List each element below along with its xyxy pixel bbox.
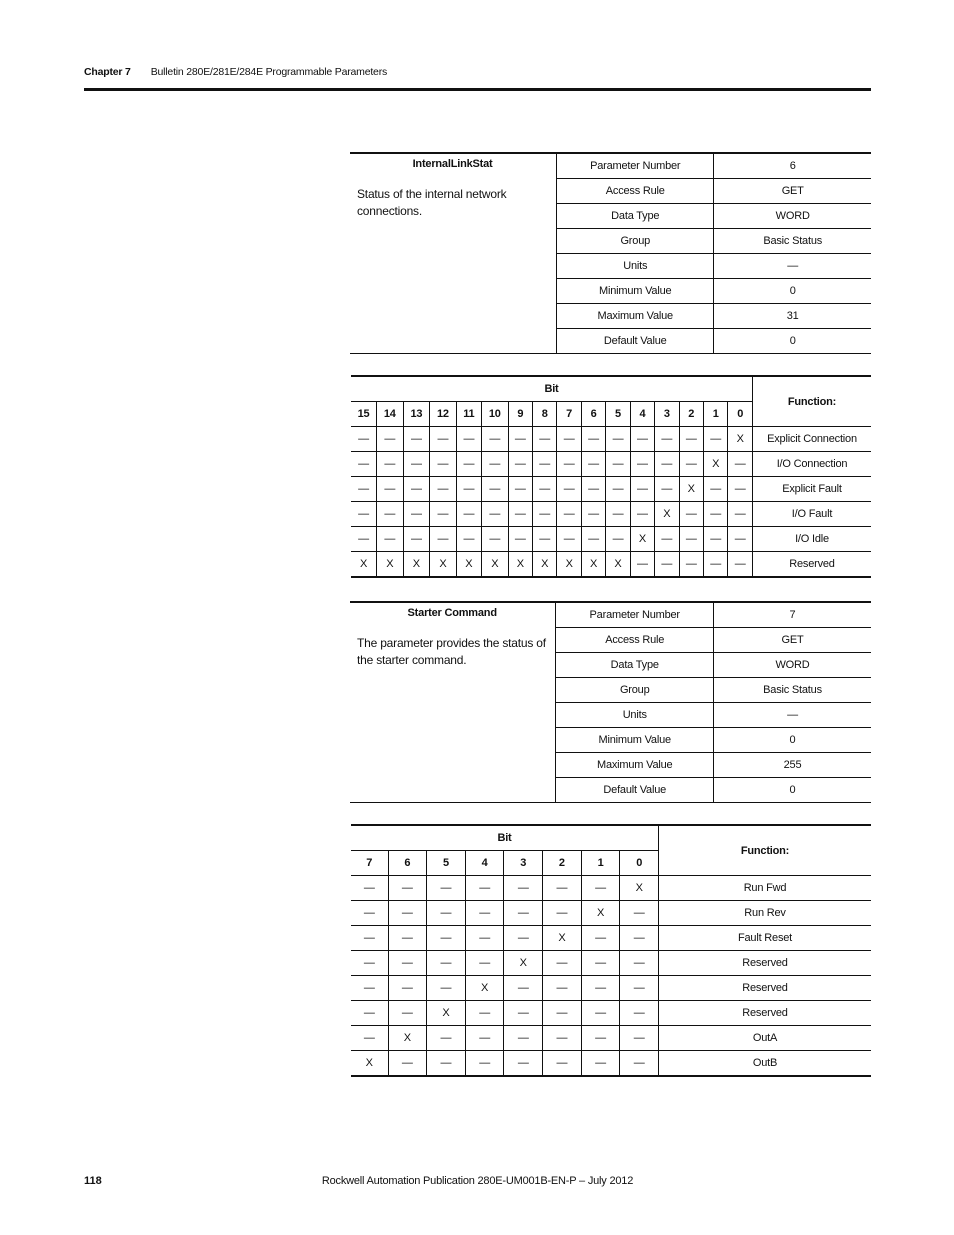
bit-header-row	[351, 825, 871, 851]
bit-cell: —	[351, 527, 377, 552]
bit-cell: —	[543, 901, 582, 926]
bit-cell: —	[482, 427, 509, 452]
bit-function: Explicit Fault	[753, 477, 872, 502]
bit-cell: —	[533, 427, 557, 452]
bit-cell: —	[581, 1026, 620, 1051]
bit-number: 14	[377, 402, 404, 427]
bit-cell: —	[351, 876, 388, 901]
bit-cell: —	[620, 1051, 659, 1077]
bit-cell: —	[630, 452, 654, 477]
bit-cell: —	[427, 926, 466, 951]
bit-row	[351, 1051, 871, 1077]
param-value: —	[714, 703, 871, 728]
bit-cell: X	[456, 552, 481, 578]
bit-cell: —	[508, 477, 532, 502]
bit-cell: X	[351, 552, 377, 578]
bit-cell: X	[430, 552, 457, 578]
bit-row	[351, 1026, 871, 1051]
param-value: 31	[714, 304, 871, 329]
bit-cell: —	[504, 901, 543, 926]
param-label: Default Value	[557, 329, 714, 354]
bit-cell: —	[351, 502, 377, 527]
bit-cell: —	[403, 502, 430, 527]
bit-cell: —	[508, 502, 532, 527]
bit-cell: —	[482, 477, 509, 502]
bit-cell: —	[630, 477, 654, 502]
bit-cell: —	[728, 452, 753, 477]
bit-cell: —	[430, 502, 457, 527]
bit-cell: X	[482, 552, 509, 578]
bit-cell: —	[482, 452, 509, 477]
bit-cell: X	[388, 1026, 427, 1051]
bit-cell: —	[482, 502, 509, 527]
bit-cell: —	[465, 1051, 504, 1077]
bit-cell: —	[581, 502, 605, 527]
param-label: Access Rule	[557, 179, 714, 204]
bit-number: 6	[581, 402, 605, 427]
bit-cell: —	[351, 427, 377, 452]
bit-cell: —	[377, 527, 404, 552]
bit-cell: —	[533, 477, 557, 502]
param-label: Parameter Number	[556, 602, 714, 628]
param-value: Basic Status	[714, 229, 871, 254]
bit-cell: —	[465, 876, 504, 901]
bit-number: 9	[508, 402, 532, 427]
bit-cell: —	[620, 1001, 659, 1026]
bit-row	[351, 876, 871, 901]
bit-number: 4	[630, 402, 654, 427]
bit-number: 11	[456, 402, 481, 427]
bit-cell: —	[606, 502, 630, 527]
param-label: Data Type	[556, 653, 714, 678]
bit-cell: —	[430, 427, 457, 452]
bit-cell: —	[427, 876, 466, 901]
bit-cell: X	[533, 552, 557, 578]
bit-cell: —	[377, 477, 404, 502]
bit-function: Reserved	[659, 1001, 872, 1026]
bit-number: 7	[557, 402, 581, 427]
bit-cell: —	[557, 527, 581, 552]
function-header: Function:	[659, 825, 872, 876]
bit-cell: —	[630, 552, 654, 578]
bit-cell: —	[557, 502, 581, 527]
bit-function: OutB	[752, 1057, 778, 1069]
param-value: 0	[789, 784, 796, 796]
bit-cell: —	[581, 427, 605, 452]
bit-cell: —	[655, 477, 679, 502]
param-name: InternalLinkStat	[412, 158, 493, 170]
bit-cell: —	[543, 976, 582, 1001]
bit-cell: —	[655, 452, 679, 477]
param-value: 0	[789, 335, 796, 347]
bit-cell: X	[377, 552, 404, 578]
param-value: Basic Status	[714, 678, 871, 703]
bit-row	[351, 951, 871, 976]
bit-cell: —	[456, 527, 481, 552]
bit-cell: —	[427, 1026, 466, 1051]
bit-cell: —	[557, 477, 581, 502]
bit-cell: —	[620, 976, 659, 1001]
bit-number: 6	[388, 851, 427, 876]
bit-cell: —	[504, 976, 543, 1001]
bit-cell: —	[606, 427, 630, 452]
bit-cell: —	[728, 552, 753, 578]
bit-cell: —	[388, 901, 427, 926]
bit-cell: —	[508, 452, 532, 477]
bit-cell: X	[655, 502, 679, 527]
bit-cell: —	[430, 527, 457, 552]
bit-cell: X	[557, 552, 581, 578]
bit-cell: —	[543, 1026, 582, 1051]
bit-cell: —	[403, 427, 430, 452]
bit-cell: —	[728, 502, 753, 527]
bit-table-internal-link-stat	[351, 375, 871, 578]
bit-cell: —	[581, 976, 620, 1001]
header-title: Bulletin 280E/281E/284E Programmable Parameters	[150, 66, 388, 78]
bit-cell: —	[703, 427, 727, 452]
bit-cell: —	[456, 427, 481, 452]
param-row	[350, 602, 871, 628]
bit-table-starter-command	[351, 824, 871, 1077]
bit-cell: —	[679, 552, 703, 578]
bit-number: 10	[482, 402, 509, 427]
bit-cell: —	[456, 452, 481, 477]
bit-cell: X	[508, 552, 532, 578]
bit-cell: —	[427, 951, 466, 976]
bit-header: Bit	[351, 376, 753, 402]
param-value: 255	[714, 753, 871, 778]
param-value: GET	[714, 628, 871, 653]
bit-cell: —	[543, 951, 582, 976]
bit-cell: —	[543, 1051, 582, 1077]
bit-cell: —	[679, 527, 703, 552]
bit-cell: —	[504, 1001, 543, 1026]
bit-cell: —	[388, 876, 427, 901]
bit-function: I/O Fault	[753, 502, 872, 527]
bit-cell: —	[533, 452, 557, 477]
bit-cell: —	[703, 552, 727, 578]
bit-number: 4	[465, 851, 504, 876]
bit-cell: —	[456, 502, 481, 527]
bit-number: 2	[543, 851, 582, 876]
bit-number: 7	[351, 851, 388, 876]
bit-cell: X	[581, 552, 605, 578]
bit-number: 15	[351, 402, 377, 427]
page-number: 118	[84, 1175, 102, 1187]
param-value: —	[714, 254, 871, 279]
bit-cell: —	[465, 901, 504, 926]
bit-cell: —	[508, 427, 532, 452]
bit-number: 3	[504, 851, 543, 876]
param-name: Starter Command	[407, 607, 497, 619]
bit-cell: —	[427, 901, 466, 926]
bit-row	[351, 527, 871, 552]
bit-number: 8	[533, 402, 557, 427]
chapter-label: Chapter 7	[84, 66, 131, 78]
bit-cell: —	[351, 477, 377, 502]
bit-function: Explicit Connection	[753, 427, 872, 452]
param-value: 7	[714, 602, 871, 628]
bit-cell: —	[606, 527, 630, 552]
bit-cell: X	[427, 1001, 466, 1026]
bit-cell: —	[620, 951, 659, 976]
param-label: Group	[556, 678, 714, 703]
bit-cell: —	[377, 452, 404, 477]
param-label: Maximum Value	[557, 304, 714, 329]
param-description-cell	[350, 602, 556, 803]
bit-cell: X	[630, 527, 654, 552]
bit-cell: X	[543, 926, 582, 951]
bit-cell: —	[543, 1001, 582, 1026]
bit-cell: —	[581, 477, 605, 502]
bit-number: 12	[430, 402, 457, 427]
param-value: 6	[714, 153, 871, 179]
bit-header: Bit	[351, 825, 659, 851]
bit-header-row	[351, 376, 871, 402]
bit-cell: —	[581, 1001, 620, 1026]
bit-row	[351, 477, 871, 502]
param-value: WORD	[714, 653, 871, 678]
bit-cell: —	[465, 1026, 504, 1051]
bit-cell: —	[388, 926, 427, 951]
bit-cell: —	[504, 876, 543, 901]
param-value: 0	[714, 728, 871, 753]
bit-cell: —	[679, 452, 703, 477]
bit-function: Run Fwd	[659, 876, 872, 901]
bit-cell: —	[728, 527, 753, 552]
param-label: Maximum Value	[556, 753, 714, 778]
bit-number: 2	[679, 402, 703, 427]
bit-cell: —	[655, 527, 679, 552]
bit-row	[351, 502, 871, 527]
bit-cell: X	[679, 477, 703, 502]
bit-cell: —	[655, 427, 679, 452]
param-label: Default Value	[556, 778, 714, 803]
bit-cell: —	[655, 552, 679, 578]
param-description: The parameter provides the status of the starter command.	[357, 636, 546, 667]
bit-cell: —	[620, 901, 659, 926]
bit-function: Run Rev	[659, 901, 872, 926]
bit-cell: —	[620, 1026, 659, 1051]
bit-function: I/O Idle	[753, 527, 872, 552]
bit-function: Reserved	[659, 976, 872, 1001]
bit-number: 0	[620, 851, 659, 876]
bit-function: Reserved	[659, 951, 872, 976]
bit-cell: —	[606, 477, 630, 502]
bit-cell: —	[403, 452, 430, 477]
param-value: WORD	[714, 204, 871, 229]
bit-cell: —	[630, 502, 654, 527]
bit-cell: —	[581, 876, 620, 901]
bit-cell: —	[533, 527, 557, 552]
bit-cell: —	[504, 1051, 543, 1077]
param-value: 0	[714, 279, 871, 304]
bit-cell: —	[679, 502, 703, 527]
bit-cell: —	[557, 427, 581, 452]
bit-function: I/O Connection	[753, 452, 872, 477]
bit-cell: —	[703, 527, 727, 552]
bit-row	[351, 427, 871, 452]
bit-cell: X	[403, 552, 430, 578]
param-label: Parameter Number	[557, 153, 714, 179]
bit-function: Fault Reset	[659, 926, 872, 951]
bit-cell: X	[351, 1051, 388, 1077]
bit-cell: —	[630, 427, 654, 452]
bit-cell: X	[504, 951, 543, 976]
bit-row	[351, 1001, 871, 1026]
param-label: Units	[556, 703, 714, 728]
bit-cell: X	[465, 976, 504, 1001]
bit-cell: —	[606, 452, 630, 477]
bit-cell: —	[427, 976, 466, 1001]
page-header	[84, 66, 871, 78]
bit-cell: —	[427, 1051, 466, 1077]
bit-cell: —	[388, 951, 427, 976]
function-header: Function:	[753, 376, 872, 427]
bit-cell: X	[703, 452, 727, 477]
bit-cell: —	[351, 1026, 388, 1051]
param-value: GET	[714, 179, 871, 204]
bit-cell: —	[557, 452, 581, 477]
bit-cell: X	[728, 427, 753, 452]
param-table-starter-command	[350, 601, 871, 803]
bit-row	[351, 901, 871, 926]
bit-cell: —	[351, 951, 388, 976]
bit-cell: —	[377, 502, 404, 527]
bit-cell: X	[620, 876, 659, 901]
param-label: Minimum Value	[556, 728, 714, 753]
bit-function: OutA	[659, 1026, 872, 1051]
bit-cell: —	[351, 976, 388, 1001]
bit-number: 3	[655, 402, 679, 427]
bit-cell: —	[504, 926, 543, 951]
bit-cell: —	[543, 876, 582, 901]
bit-cell: —	[703, 502, 727, 527]
bit-cell: —	[581, 951, 620, 976]
bit-cell: —	[430, 452, 457, 477]
param-row	[350, 153, 871, 179]
bit-cell: —	[581, 926, 620, 951]
bit-number: 13	[403, 402, 430, 427]
bit-cell: —	[388, 976, 427, 1001]
bit-cell: —	[465, 951, 504, 976]
bit-number: 5	[606, 402, 630, 427]
bit-cell: —	[456, 477, 481, 502]
bit-cell: X	[581, 901, 620, 926]
bit-number: 0	[728, 402, 753, 427]
bit-cell: X	[606, 552, 630, 578]
bit-cell: —	[620, 926, 659, 951]
bit-cell: —	[482, 527, 509, 552]
bit-cell: —	[465, 1001, 504, 1026]
bit-cell: —	[504, 1026, 543, 1051]
param-table-internal-link-stat	[350, 152, 871, 354]
param-label: Data Type	[557, 204, 714, 229]
bit-row	[351, 452, 871, 477]
bit-cell: —	[351, 926, 388, 951]
bit-cell: —	[403, 477, 430, 502]
bit-number: 1	[703, 402, 727, 427]
bit-row	[351, 926, 871, 951]
header-rule	[84, 88, 871, 91]
bit-cell: —	[581, 527, 605, 552]
publication-info: Rockwell Automation Publication 280E-UM001B-EN-P – July 2012	[321, 1175, 634, 1187]
bit-cell: —	[679, 427, 703, 452]
bit-cell: —	[533, 502, 557, 527]
bit-cell: —	[403, 527, 430, 552]
bit-function: Reserved	[789, 558, 835, 570]
param-description-cell	[350, 153, 557, 354]
bit-row	[351, 552, 871, 578]
bit-cell: —	[728, 477, 753, 502]
bit-row	[351, 976, 871, 1001]
bit-number: 1	[581, 851, 620, 876]
bit-cell: —	[703, 477, 727, 502]
bit-cell: —	[465, 926, 504, 951]
param-label: Access Rule	[556, 628, 714, 653]
bit-cell: —	[351, 452, 377, 477]
bit-cell: —	[351, 901, 388, 926]
bit-cell: —	[351, 1001, 388, 1026]
bit-cell: —	[430, 477, 457, 502]
bit-cell: —	[388, 1001, 427, 1026]
param-label: Units	[557, 254, 714, 279]
bit-cell: —	[508, 527, 532, 552]
bit-cell: —	[377, 427, 404, 452]
param-label: Minimum Value	[557, 279, 714, 304]
param-label: Group	[557, 229, 714, 254]
bit-number: 5	[427, 851, 466, 876]
param-description: Status of the internal network connections.	[357, 187, 507, 218]
bit-cell: —	[581, 452, 605, 477]
bit-cell: —	[388, 1051, 427, 1077]
bit-cell: —	[581, 1051, 620, 1077]
